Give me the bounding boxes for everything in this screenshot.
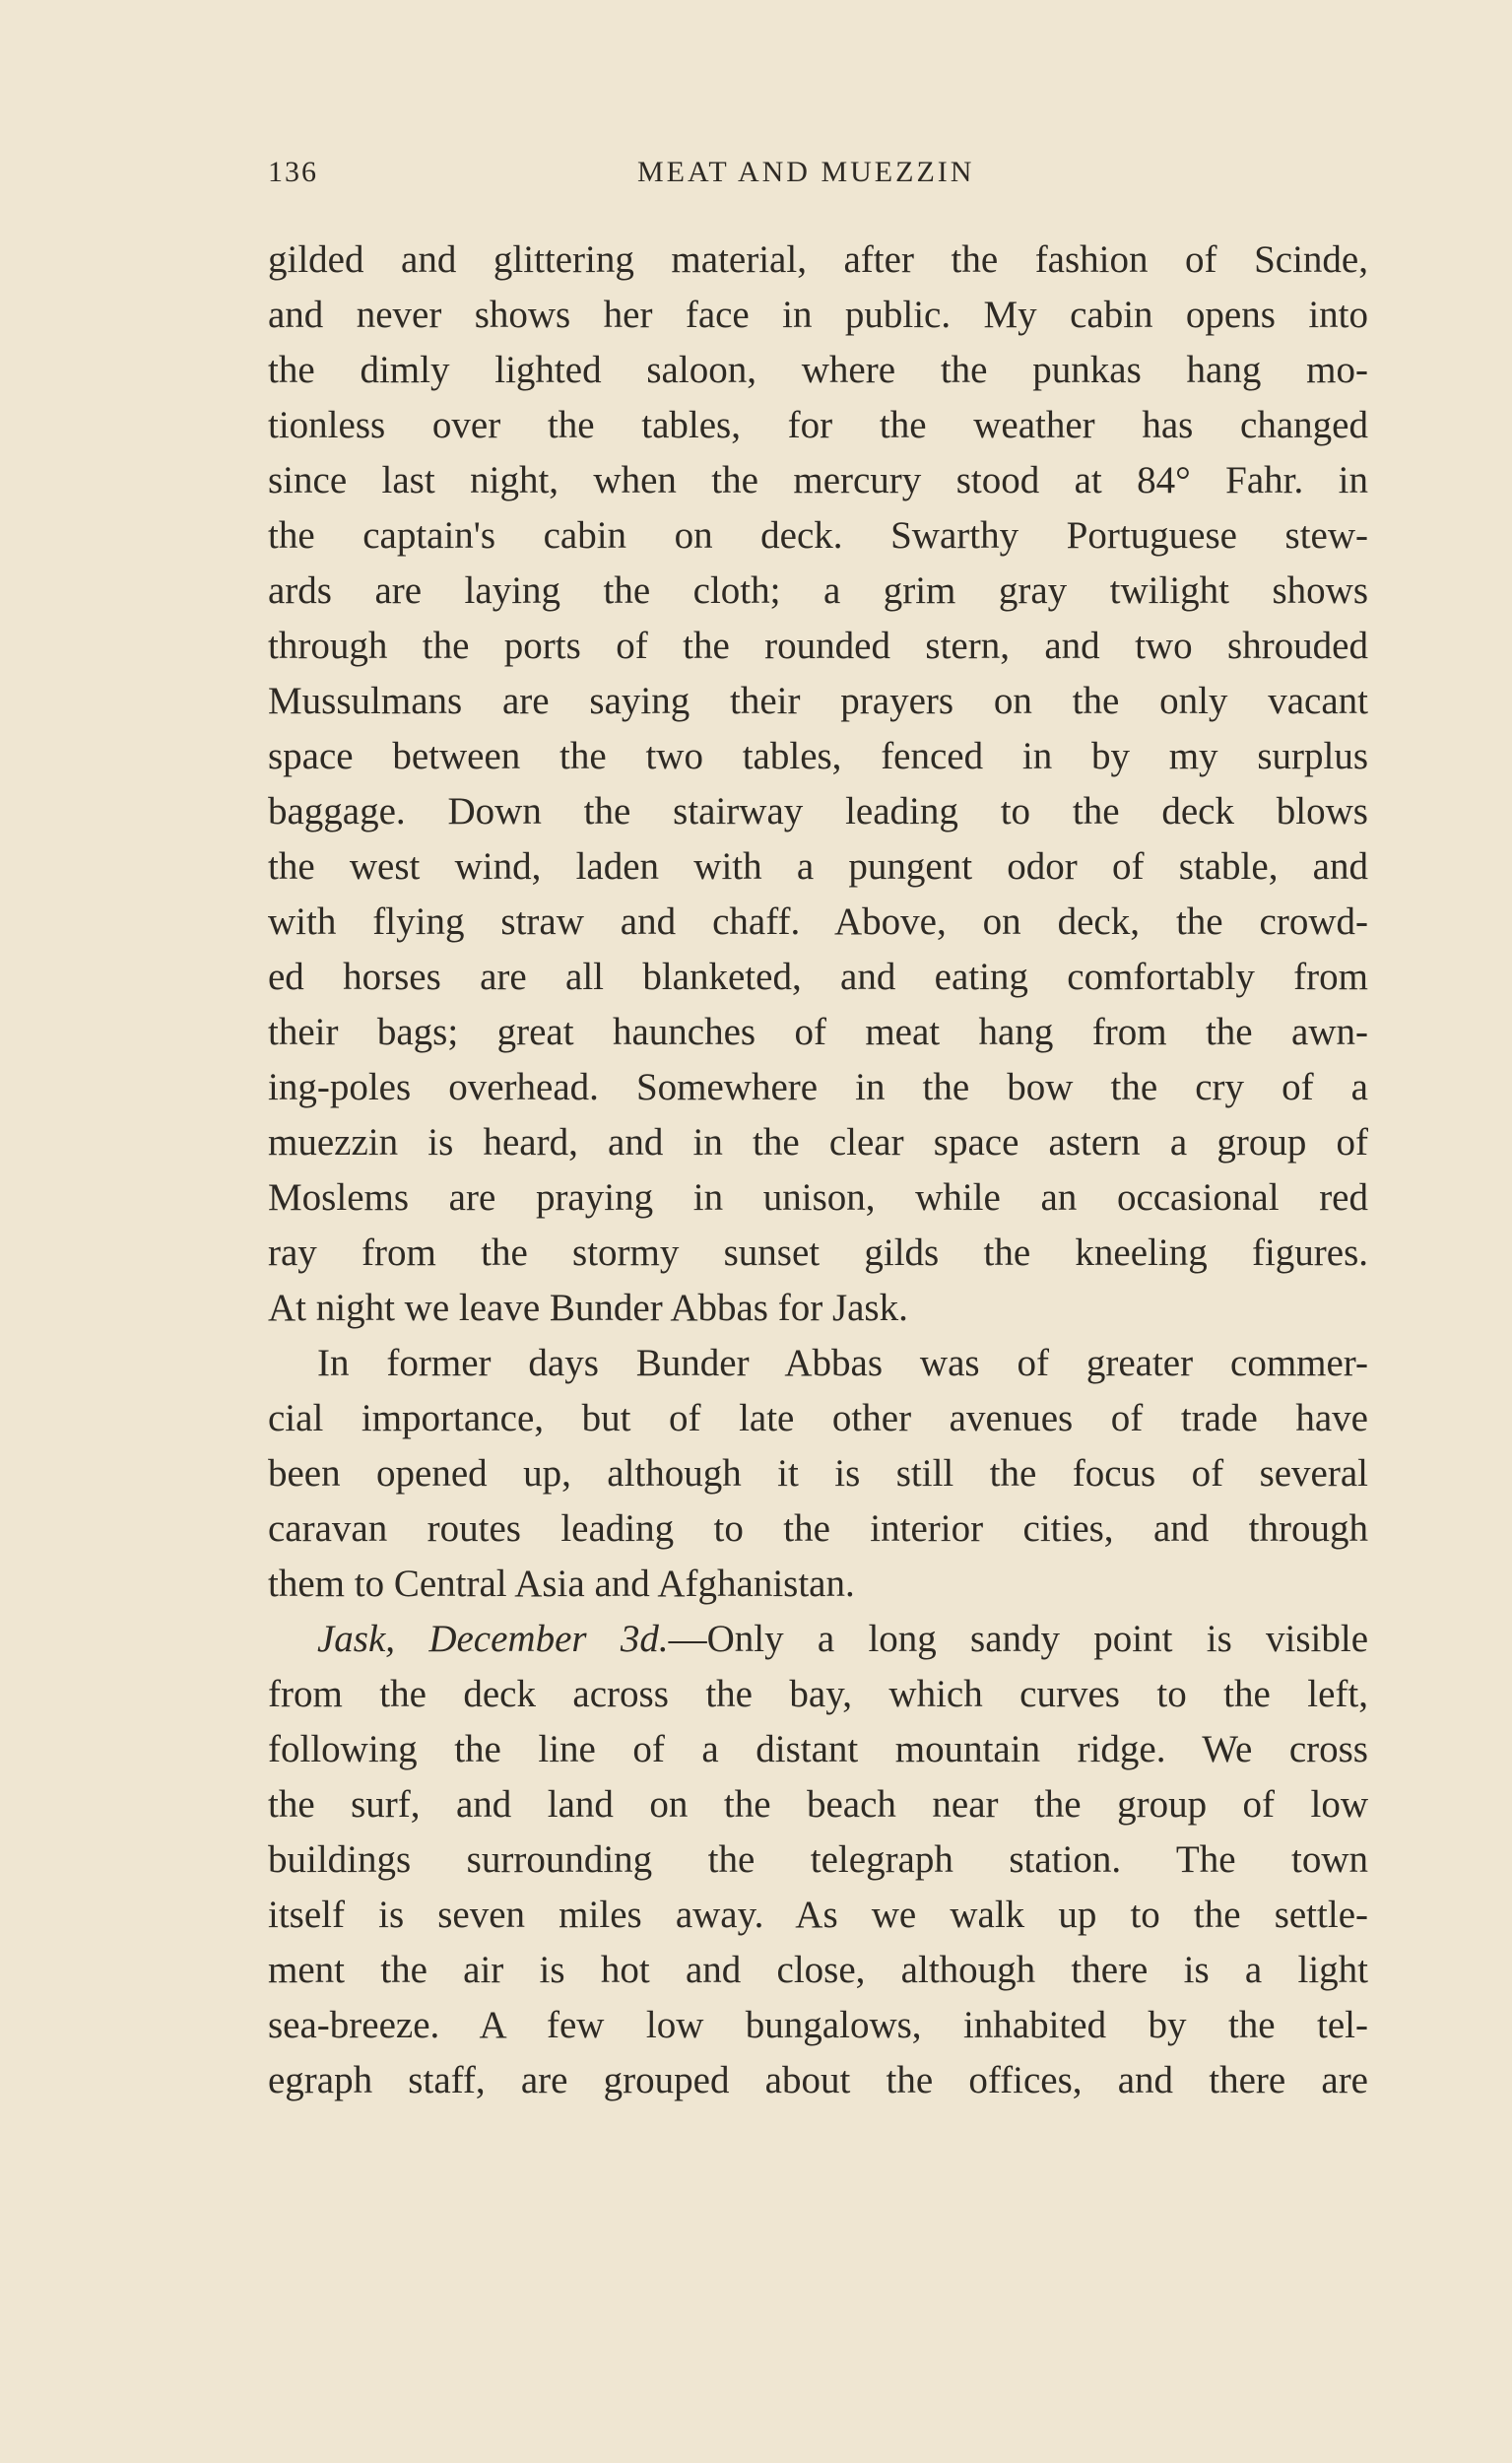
text-line: been opened up, although it is still the focus of several — [268, 1452, 1368, 1495]
text-line: At night we leave Bunder Abbas for Jask. — [268, 1287, 908, 1329]
text-line: ment the air is hot and close, although there is a light — [268, 1949, 1368, 1991]
text-line: the surf, and land on the beach near the group of low — [268, 1783, 1368, 1826]
text-line: ing-poles overhead. Somewhere in the bow the cry of a — [268, 1066, 1368, 1108]
text-line: space between the two tables, fenced in by my surplus — [268, 735, 1368, 777]
text-line: sea-breeze. A few low bungalows, inhabited by the tel- — [268, 2004, 1368, 2046]
dateline: Jask, December 3d. — [317, 1618, 669, 1660]
text-line: ards are laying the cloth; a grim gray twilight shows — [268, 569, 1368, 612]
text-line: their bags; great haunches of meat hang from the awn- — [268, 1011, 1368, 1053]
text-line — [268, 1612, 1368, 1667]
text-line: gilded and glittering material, after the fashion of Scinde, — [268, 238, 1368, 281]
text-line: the dimly lighted saloon, where the punkas hang mo- — [268, 349, 1368, 391]
text-line: them to Central Asia and Afghanistan. — [268, 1563, 855, 1605]
paragraph-2 — [268, 1336, 1368, 1612]
text-line: since last night, when the mercury stood at 84° Fahr. in — [268, 459, 1368, 501]
text-line: egraph staff, are grouped about the offices, and there are — [268, 2059, 1368, 2101]
running-head: MEAT AND MUEZZIN — [637, 156, 975, 188]
text-line: ed horses are all blanketed, and eating comfortably from — [268, 956, 1368, 998]
text-line: Mussulmans are saying their prayers on the only vacant — [268, 680, 1368, 722]
text-line: from the deck across the bay, which curves to the left, — [268, 1673, 1368, 1715]
page-number: 136 — [268, 156, 318, 188]
text-line: following the line of a distant mountain ridge. We cross — [268, 1728, 1368, 1770]
text-line: ray from the stormy sunset gilds the kneeling figures. — [268, 1232, 1368, 1274]
text-line: baggage. Down the stairway leading to the deck blows — [268, 790, 1368, 832]
text-line: cial importance, but of late other avenues of trade have — [268, 1397, 1368, 1439]
text-line: In former days Bunder Abbas was of greater commer- — [317, 1342, 1368, 1384]
page-header — [268, 156, 1368, 195]
text-line: itself is seven miles away. As we walk up to the settle- — [268, 1894, 1368, 1936]
text-line: caravan routes leading to the interior cities, and through — [268, 1507, 1368, 1550]
text-line: the west wind, laden with a pungent odor of stable, and — [268, 845, 1368, 888]
text-line: buildings surrounding the telegraph station. The town — [268, 1838, 1368, 1881]
dateline-continuation: —Only a long sandy point is visible — [668, 1618, 1369, 1660]
text-line: Moslems are praying in unison, while an occasional red — [268, 1176, 1368, 1219]
text-line: tionless over the tables, for the weather has changed — [268, 404, 1368, 446]
paragraph-1 — [268, 233, 1368, 1336]
body-text — [268, 233, 1368, 2108]
text-line: muezzin is heard, and in the clear space astern a group of — [268, 1121, 1368, 1164]
paragraph-3 — [268, 1612, 1368, 2108]
text-line: through the ports of the rounded stern, and two shrouded — [268, 625, 1368, 667]
text-line: the captain's cabin on deck. Swarthy Portuguese stew- — [268, 514, 1368, 557]
text-line: and never shows her face in public. My cabin opens into — [268, 294, 1368, 336]
text-line: with flying straw and chaff. Above, on deck, the crowd- — [268, 900, 1368, 943]
